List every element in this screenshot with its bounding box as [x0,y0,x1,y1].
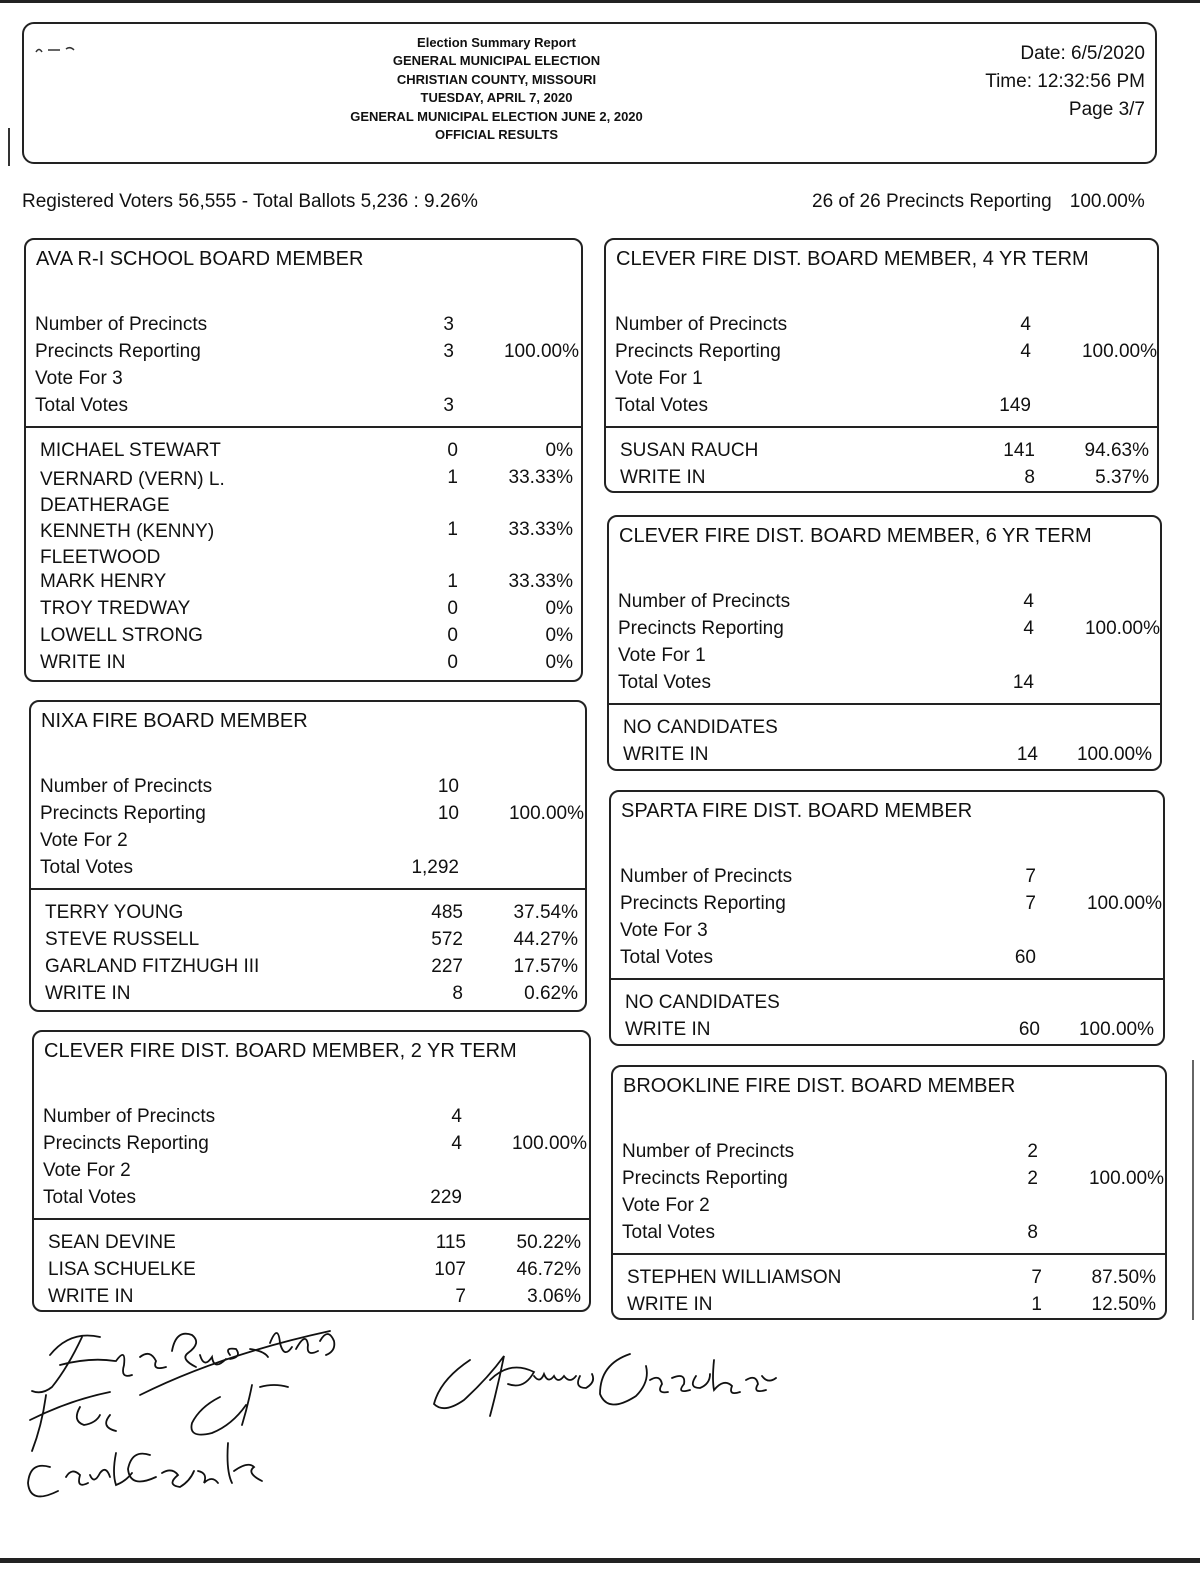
results-status: OFFICIAL RESULTS [434,127,559,143]
stat-value: 2 [1027,1168,1038,1189]
stat-percent: 100.00% [508,803,584,824]
candidate-percent: 33.33% [508,467,573,488]
candidate-name: MICHAEL STEWART [40,440,221,461]
stat-value: 10 [437,803,459,824]
candidate-row [611,992,1163,1019]
contest-stat-row [613,1168,1165,1195]
stat-label: Total Votes [615,395,708,416]
precincts-reporting-summary [812,191,1145,213]
stat-label: Total Votes [43,1187,136,1208]
contest-box [609,790,1165,1046]
candidate-row [606,440,1157,467]
stat-label: Total Votes [620,947,713,968]
report-time: Time: 12:32:56 PM [985,71,1145,92]
contest-box [29,700,587,1012]
candidate-votes: 1 [447,519,458,540]
county-name: CHRISTIAN COUNTY, MISSOURI [396,71,597,87]
contest-stat-row [606,368,1157,395]
stat-label: Precincts Reporting [622,1168,788,1189]
candidate-row [26,519,581,568]
stat-value: 4 [1023,591,1034,612]
candidate-name: STEVE RUSSELL [45,929,200,950]
stat-value: 229 [430,1187,462,1208]
candidate-name: SUSAN RAUCH [620,440,759,461]
candidate-name: GARLAND FITZHUGH III [45,956,260,977]
election-name: GENERAL MUNICIPAL ELECTION [392,53,601,69]
stat-value: 4 [451,1133,462,1154]
contest-divider [611,978,1163,980]
candidate-percent: 33.33% [508,571,573,592]
stat-percent: 100.00% [1081,341,1157,362]
candidate-votes: 115 [435,1232,466,1253]
candidate-percent: 46.72% [516,1259,581,1280]
stat-value: 1,292 [411,857,459,878]
candidate-name: WRITE IN [625,1019,711,1040]
report-meta [985,40,1145,124]
signature-group-left [20,1325,360,1505]
contest-stat-row [609,645,1160,672]
stat-value: 149 [999,395,1031,416]
candidate-percent: 94.63% [1084,440,1149,461]
candidate-name: STEPHEN WILLIAMSON [627,1267,842,1288]
candidate-percent: 0% [545,625,573,646]
stat-percent: 100.00% [1084,618,1160,639]
candidate-votes: 8 [452,983,463,1004]
candidate-name: LOWELL STRONG [40,625,203,646]
candidate-name: WRITE IN [48,1286,134,1307]
stat-label: Vote For 2 [622,1195,710,1216]
contest-stat-row [611,920,1163,947]
candidate-row [31,983,585,1010]
candidate-votes: 0 [447,598,458,619]
contest-divider [26,426,581,428]
contest-title: NIXA FIRE BOARD MEMBER [41,710,308,732]
stat-label: Precincts Reporting [43,1133,209,1154]
stat-label: Number of Precincts [618,591,791,612]
contest-stat-row [611,866,1163,893]
contest-stat-row [31,830,585,857]
candidate-name: KENNETH (KENNY) FLEETWOOD [40,521,215,568]
stat-value: 8 [1027,1222,1038,1243]
contest-box [611,1065,1167,1320]
candidate-percent: 100.00% [1078,1019,1154,1040]
contest-stat-row [611,947,1163,974]
report-date: Date: 6/5/2020 [1020,43,1145,64]
contest-stat-row [613,1195,1165,1222]
candidate-row [26,571,581,598]
contest-title: SPARTA FIRE DIST. BOARD MEMBER [621,800,973,822]
stat-value: 60 [1014,947,1036,968]
contest-box [24,238,583,682]
stat-label: Total Votes [40,857,133,878]
contest-stat-row [31,857,585,884]
candidate-name: SEAN DEVINE [48,1232,176,1253]
candidate-name: WRITE IN [623,744,709,765]
candidate-votes: 7 [1031,1267,1042,1288]
candidate-votes: 485 [431,902,463,923]
candidate-name: WRITE IN [45,983,131,1004]
candidate-votes: 1 [447,467,458,488]
candidate-votes: 107 [434,1259,466,1280]
stat-label: Number of Precincts [43,1106,216,1127]
candidate-row [34,1259,589,1286]
contest-stat-row [26,314,581,341]
candidate-name: MARK HENRY [40,571,167,592]
stat-value: 4 [451,1106,462,1127]
election-date: TUESDAY, APRIL 7, 2020 [420,90,573,106]
stat-value: 14 [1012,672,1034,693]
stat-label: Vote For 3 [620,920,708,941]
stat-value: 10 [437,776,459,797]
candidate-percent: 50.22% [516,1232,581,1253]
stat-percent: 100.00% [511,1133,587,1154]
stat-label: Number of Precincts [615,314,788,335]
candidate-votes: 572 [431,929,463,950]
candidate-row [26,440,581,467]
candidate-percent: 100.00% [1076,744,1152,765]
contest-divider [31,888,585,890]
stat-label: Precincts Reporting [40,803,206,824]
stat-value: 3 [443,341,454,362]
stat-label: Vote For 1 [618,645,706,666]
candidate-name: WRITE IN [627,1294,713,1315]
contest-stat-row [26,341,581,368]
candidate-percent: 37.54% [513,902,578,923]
candidate-name: NO CANDIDATES [623,717,778,738]
candidate-votes: 227 [431,956,463,977]
contest-stat-row [609,672,1160,699]
candidate-name: TERRY YOUNG [45,902,184,923]
candidate-percent: 0% [545,440,573,461]
bottom-rule [0,1558,1200,1563]
margin-mark [8,128,10,166]
stat-value: 3 [443,395,454,416]
stat-label: Precincts Reporting [618,618,784,639]
contest-title: AVA R-I SCHOOL BOARD MEMBER [36,248,364,270]
stat-percent: 100.00% [503,341,579,362]
report-title-block [224,34,769,144]
candidate-name: WRITE IN [620,467,706,488]
contest-box [604,238,1159,493]
margin-mark [1192,1060,1194,1320]
contest-stat-row [613,1222,1165,1249]
stat-percent: 100.00% [1088,1168,1164,1189]
candidate-votes: 0 [447,625,458,646]
contest-stat-row [606,395,1157,422]
candidate-row [31,902,585,929]
contest-stat-row [613,1141,1165,1168]
candidate-votes: 0 [447,440,458,461]
stat-value: 4 [1020,341,1031,362]
stat-label: Total Votes [622,1222,715,1243]
candidate-row [26,652,581,679]
candidate-percent: 87.50% [1091,1267,1156,1288]
stat-label: Total Votes [35,395,128,416]
contest-stat-row [606,314,1157,341]
candidate-row [31,929,585,956]
page-number: Page 3/7 [1068,99,1145,120]
candidate-name: LISA SCHUELKE [48,1259,196,1280]
contest-box [32,1030,591,1312]
contest-title: BROOKLINE FIRE DIST. BOARD MEMBER [623,1075,1016,1097]
election-subtitle: GENERAL MUNICIPAL ELECTION JUNE 2, 2020 [350,108,643,124]
candidate-row [613,1294,1165,1321]
contest-stat-row [606,341,1157,368]
signature-right [430,1340,780,1430]
contest-stat-row [34,1106,589,1133]
contest-divider [606,426,1157,428]
candidate-row [613,1267,1165,1294]
candidate-votes: 14 [1016,744,1038,765]
stat-label: Vote For 3 [35,368,123,389]
report-header [22,22,1157,164]
candidate-votes: 60 [1018,1019,1040,1040]
candidate-row [609,717,1160,744]
stat-label: Total Votes [618,672,711,693]
scribble-mark [34,42,114,58]
stat-value: 4 [1020,314,1031,335]
candidate-votes: 141 [1003,440,1035,461]
contest-title: CLEVER FIRE DIST. BOARD MEMBER, 2 YR TERM [44,1040,517,1062]
stat-value: 3 [443,314,454,335]
contest-stat-row [609,618,1160,645]
candidate-name: NO CANDIDATES [625,992,780,1013]
candidate-votes: 1 [1031,1294,1042,1315]
stat-label: Number of Precincts [40,776,213,797]
candidate-votes: 7 [455,1286,466,1307]
candidate-row [606,467,1157,494]
precincts-reporting-text: 26 of 26 Precincts Reporting [812,191,1052,212]
stat-percent: 100.00% [1086,893,1162,914]
stat-label: Vote For 2 [43,1160,131,1181]
contest-title: CLEVER FIRE DIST. BOARD MEMBER, 6 YR TERM [619,525,1092,547]
contest-divider [34,1218,589,1220]
stat-value: 7 [1025,866,1036,887]
stat-label: Precincts Reporting [615,341,781,362]
stat-label: Number of Precincts [620,866,793,887]
candidate-votes: 1 [447,571,458,592]
stat-value: 7 [1025,893,1036,914]
candidate-percent: 0% [545,598,573,619]
contest-stat-row [26,368,581,395]
candidate-name: WRITE IN [40,652,126,673]
contest-stat-row [34,1187,589,1214]
top-rule [0,0,1200,3]
contest-divider [613,1253,1165,1255]
candidate-row [609,744,1160,771]
contest-box [607,515,1162,771]
candidate-percent: 33.33% [508,519,573,540]
candidate-row [26,598,581,625]
candidate-percent: 44.27% [513,929,578,950]
candidate-percent: 3.06% [527,1286,581,1307]
contest-stat-row [31,803,585,830]
contest-stat-row [26,395,581,422]
stat-label: Precincts Reporting [35,341,201,362]
candidate-name: TROY TREDWAY [40,598,191,619]
contest-stat-row [31,776,585,803]
candidate-row [26,467,581,516]
candidate-row [26,625,581,652]
candidate-votes: 0 [447,652,458,673]
candidate-row [31,956,585,983]
report-title: Election Summary Report [417,35,576,50]
contest-stat-row [609,591,1160,618]
candidate-percent: 12.50% [1091,1294,1156,1315]
contest-stat-row [34,1160,589,1187]
stat-label: Number of Precincts [622,1141,795,1162]
candidate-percent: 0.62% [524,983,578,1004]
contest-stat-row [611,893,1163,920]
stat-label: Vote For 2 [40,830,128,851]
contest-stat-row [34,1133,589,1160]
contest-divider [609,703,1160,705]
candidate-row [611,1019,1163,1046]
stat-label: Number of Precincts [35,314,208,335]
stat-label: Precincts Reporting [620,893,786,914]
candidate-votes: 8 [1024,467,1035,488]
precincts-reporting-pct: 100.00% [1069,191,1145,212]
candidate-row [34,1286,589,1313]
stat-value: 2 [1027,1141,1038,1162]
stat-label: Vote For 1 [615,368,703,389]
contest-title: CLEVER FIRE DIST. BOARD MEMBER, 4 YR TERM [616,248,1089,270]
candidate-name: VERNARD (VERN) L. DEATHERAGE [40,469,225,516]
candidate-percent: 17.57% [513,956,578,977]
registered-voters-summary: Registered Voters 56,555 - Total Ballots 5,236 : 9.26% [22,191,478,212]
candidate-percent: 5.37% [1095,467,1149,488]
stat-value: 4 [1023,618,1034,639]
candidate-percent: 0% [545,652,573,673]
candidate-row [34,1232,589,1259]
